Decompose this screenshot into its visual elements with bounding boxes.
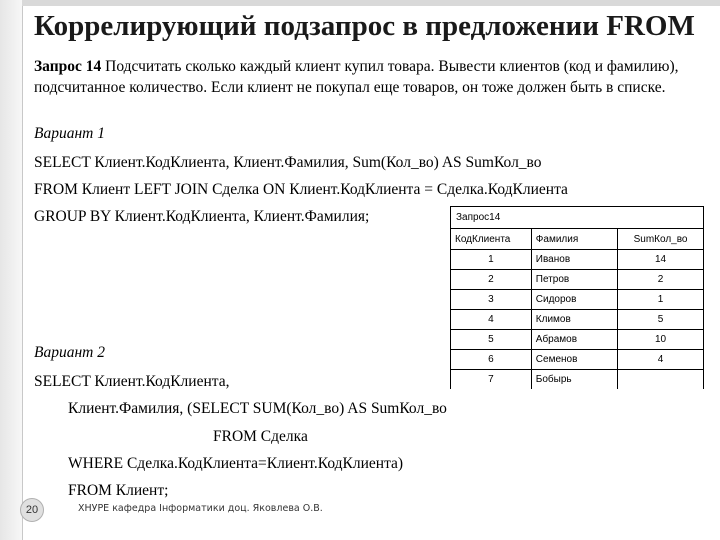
table-cell: 6 <box>451 350 532 370</box>
result-table <box>450 228 704 389</box>
slide-left-rule <box>22 6 23 540</box>
variant2-label: Вариант 2 <box>34 344 105 361</box>
table-row <box>451 350 704 370</box>
table-cell: 10 <box>618 330 704 350</box>
slide-left-border <box>0 0 22 540</box>
table-row <box>451 250 704 270</box>
table-cell: Бобырь <box>531 370 617 390</box>
table-cell: 3 <box>451 290 532 310</box>
variant2-sql-line-4: WHERE Сделка.КодКлиента=Клиент.КодКлиента) <box>68 455 404 472</box>
table-cell: Петров <box>531 270 617 290</box>
table-cell: 2 <box>451 270 532 290</box>
table-cell <box>618 370 704 390</box>
table-cell: 1 <box>451 250 532 270</box>
table-cell: 1 <box>618 290 704 310</box>
variant1-sql-line-2: FROM Клиент LEFT JOIN Сделка ON Клиент.КодКлиента = Сделка.КодКлиента <box>34 181 568 198</box>
footer-text: ХНУРЕ кафедра Інформатики доц. Яковлева О.В. <box>78 503 323 514</box>
result-table-caption: Запрос14 <box>450 206 704 228</box>
table-cell: Сидоров <box>531 290 617 310</box>
variant1-sql-line-1: SELECT Клиент.КодКлиента, Клиент.Фамилия, Sum(Кол_во) AS SumКол_во <box>34 154 542 171</box>
column-header: КодКлиента <box>451 229 532 250</box>
task-label: Запрос 14 <box>34 58 102 75</box>
table-cell: Иванов <box>531 250 617 270</box>
variant2-sql-line-5: FROM Клиент; <box>68 482 169 499</box>
slide-number-badge: 20 <box>20 498 44 522</box>
variant2-sql-line-2: Клиент.Фамилия, (SELECT SUM(Кол_во) AS SumКол_во <box>68 400 447 417</box>
table-row <box>451 270 704 290</box>
variant1-label: Вариант 1 <box>34 125 105 142</box>
variant2-sql-line-1: SELECT Клиент.КодКлиента, <box>34 373 230 390</box>
column-header: SumКол_во <box>618 229 704 250</box>
table-cell: 5 <box>618 310 704 330</box>
table-cell: 7 <box>451 370 532 390</box>
table-cell: 5 <box>451 330 532 350</box>
column-header: Фамилия <box>531 229 617 250</box>
task-text: Подсчитать сколько каждый клиент купил товара. Вывести клиентов (код и фамилию), подсчитанное количество. Если клиент не покупал еще товаров, он тоже должен быть в списке. <box>34 58 679 96</box>
table-cell: Семенов <box>531 350 617 370</box>
table-cell: 2 <box>618 270 704 290</box>
slide-title: Коррелирующий подзапрос в предложении FROM <box>34 10 695 42</box>
table-row <box>451 290 704 310</box>
table-cell: Климов <box>531 310 617 330</box>
task-description <box>34 56 706 98</box>
table-row <box>451 370 704 390</box>
table-cell: 4 <box>618 350 704 370</box>
table-header-row <box>451 229 704 250</box>
table-cell: Абрамов <box>531 330 617 350</box>
variant1-sql-line-3: GROUP BY Клиент.КодКлиента, Клиент.Фамилия; <box>34 208 370 225</box>
table-cell: 14 <box>618 250 704 270</box>
table-row <box>451 310 704 330</box>
variant2-sql-line-3: FROM Сделка <box>213 428 308 445</box>
table-row <box>451 330 704 350</box>
slide-top-border <box>0 0 720 6</box>
table-cell: 4 <box>451 310 532 330</box>
